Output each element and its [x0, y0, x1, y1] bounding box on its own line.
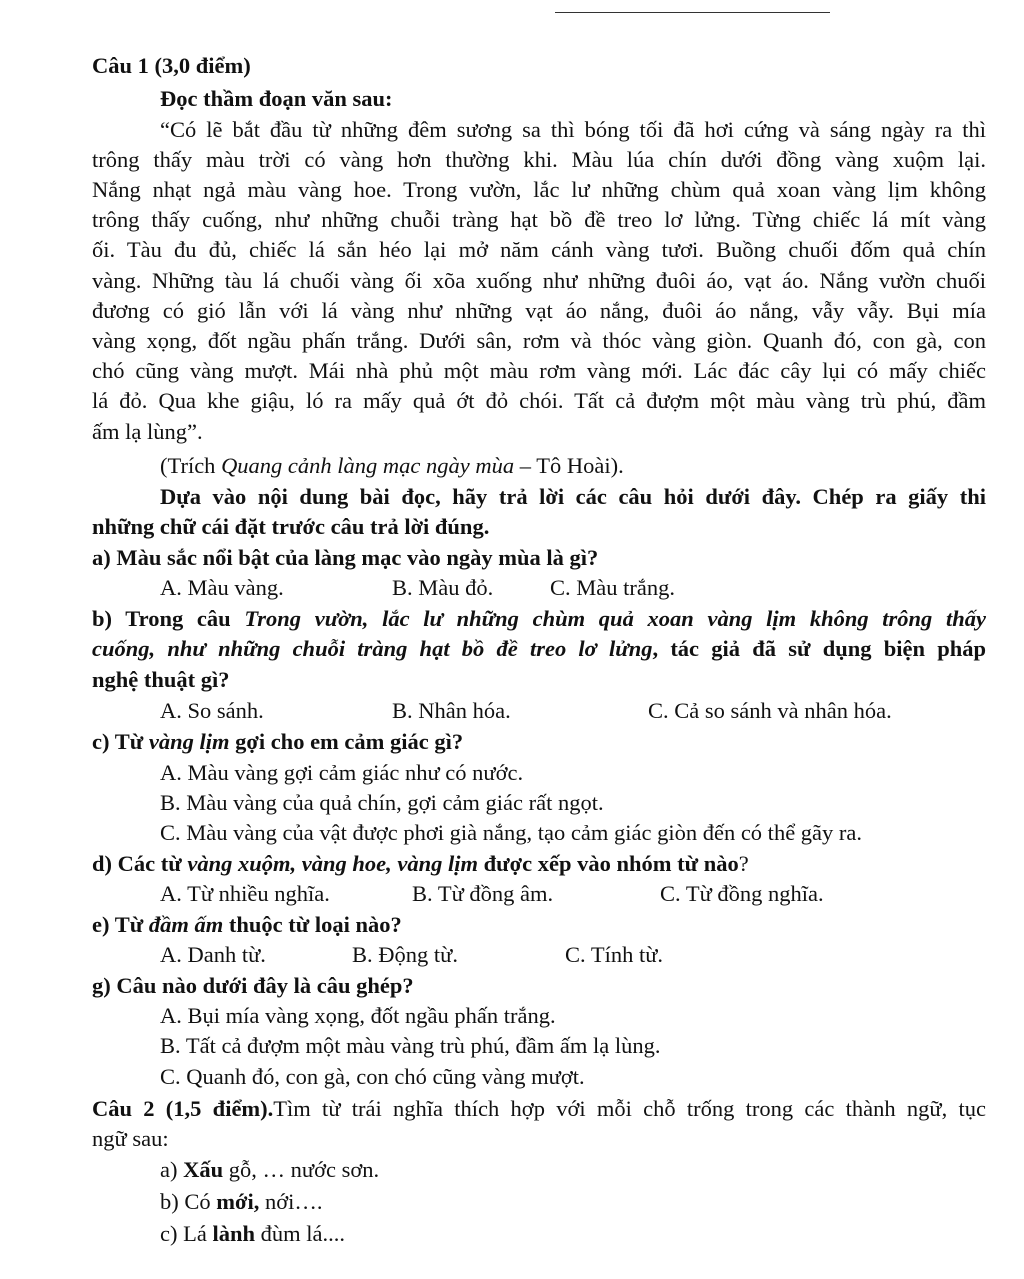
question-a: a) Màu sắc nổi bật của làng mạc vào ngày mùa là gì? — [92, 545, 599, 570]
option-g-B: B. Tất cả đượm một màu vàng trù phú, đầm ấm lạ lùng. — [160, 1033, 661, 1058]
q1-instruction: Đọc thầm đoạn văn sau: — [160, 86, 393, 111]
passage-line: ối. Tàu đu đủ, chiếc lá sắn héo lại mở năm cánh vàng tươi. Buồng chuối đốm quả chín — [92, 237, 986, 262]
passage-line: trông thấy cuống, như những chuỗi tràng hạt bồ đề treo lơ lửng. Từng chiếc lá mít vàng — [92, 207, 986, 232]
question-e: e) Từ đầm ấm thuộc từ loại nào? — [92, 912, 402, 937]
passage-line: ấm lạ lùng”. — [92, 419, 203, 444]
q2-item-b: b) Có mới, nới…. — [160, 1189, 323, 1214]
question-g: g) Câu nào dưới đây là câu ghép? — [92, 973, 414, 998]
option-c-B: B. Màu vàng của quả chín, gợi cảm giác rất ngọt. — [160, 790, 604, 815]
passage-line: trông thấy màu trời có vàng hơn thường khi. Màu lúa chín dưới đồng vàng xuộm lại. — [92, 147, 986, 172]
option-c-A: A. Màu vàng gợi cảm giác như có nước. — [160, 760, 524, 785]
option-d-A: A. Từ nhiều nghĩa. — [160, 881, 330, 906]
passage-line: vàng xọng, đốt ngầu phấn trắng. Dưới sân, rơm và thóc vàng giòn. Quanh đó, con gà, con — [92, 328, 986, 353]
option-b-A: A. So sánh. — [160, 698, 264, 723]
option-d-C: C. Từ đồng nghĩa. — [660, 881, 824, 906]
option-e-A: A. Danh từ. — [160, 942, 266, 967]
question-b-end: nghệ thuật gì? — [92, 667, 230, 692]
question-b-cont: cuống, như những chuỗi tràng hạt bồ đề treo lơ lửng, tác giả đã sử dụng biện pháp — [92, 636, 986, 661]
passage-line: đương có gió lẫn với lá vàng như những vạt áo nắng, đuôi áo nắng, vẫy vẫy. Bụi mía — [92, 298, 986, 323]
option-g-A: A. Bụi mía vàng xọng, đốt ngầu phấn trắng. — [160, 1003, 556, 1028]
option-b-B: B. Nhân hóa. — [392, 698, 511, 723]
question-b: b) Trong câu Trong vườn, lắc lư những chùm quả xoan vàng lịm không trông thấy — [92, 606, 986, 631]
option-e-C: C. Tính từ. — [565, 942, 664, 967]
q1-heading: Câu 1 (3,0 điểm) — [92, 53, 251, 78]
question-c: c) Từ vàng lịm gợi cho em cảm giác gì? — [92, 729, 464, 754]
q2-prompt-cont: ngữ sau: — [92, 1126, 169, 1151]
option-g-C: C. Quanh đó, con gà, con chó cũng vàng mượt. — [160, 1064, 585, 1089]
option-c-C: C. Màu vàng của vật được phơi già nắng, tạo cảm giác giòn đến có thể gãy ra. — [160, 820, 863, 845]
passage-line: lá đỏ. Qua khe giậu, ló ra mấy quả ớt đỏ chói. Tất cả đượm một màu vàng trù phú, đầm — [92, 388, 986, 413]
option-e-B: B. Động từ. — [352, 942, 458, 967]
passage-line: chó cũng vàng mượt. Mái nhà phủ một màu rơm vàng mới. Lác đác cây lụi có mấy chiếc — [92, 358, 986, 383]
q2-item-a: a) Xấu gỗ, … nước sơn. — [160, 1157, 380, 1182]
option-a-C: C. Màu trắng. — [550, 575, 675, 600]
option-a-B: B. Màu đỏ. — [392, 575, 494, 600]
task-instruction-cont: những chữ cái đặt trước câu trả lời đúng. — [92, 514, 490, 539]
source-citation: (Trích Quang cảnh làng mạc ngày mùa – Tô Hoài). — [160, 453, 624, 478]
option-d-B: B. Từ đồng âm. — [412, 881, 554, 906]
option-a-A: A. Màu vàng. — [160, 575, 284, 600]
top-rule — [555, 12, 830, 13]
passage-line: vàng. Những tàu lá chuối vàng ối xõa xuống như những đuôi áo, vạt áo. Nắng vườn chuối — [92, 268, 986, 293]
q2-item-c: c) Lá lành đùm lá.... — [160, 1221, 345, 1246]
task-instruction: Dựa vào nội dung bài đọc, hãy trả lời các câu hỏi dưới đây. Chép ra giấy thi — [160, 484, 986, 509]
option-b-C: C. Cả so sánh và nhân hóa. — [648, 698, 892, 723]
passage-line: Nắng nhạt ngả màu vàng hoe. Trong vườn, lắc lư những chùm quả xoan vàng lịm không — [92, 177, 986, 202]
passage-line: “Có lẽ bắt đầu từ những đêm sương sa thì bóng tối đã hơi cứng và sáng ngày ra thì — [160, 117, 986, 142]
question-d: d) Các từ vàng xuộm, vàng hoe, vàng lịm được xếp vào nhóm từ nào? — [92, 851, 749, 876]
q2-heading-line: Câu 2 (1,5 điểm).Tìm từ trái nghĩa thích hợp với mỗi chỗ trống trong các thành ngữ, tục — [92, 1096, 986, 1121]
